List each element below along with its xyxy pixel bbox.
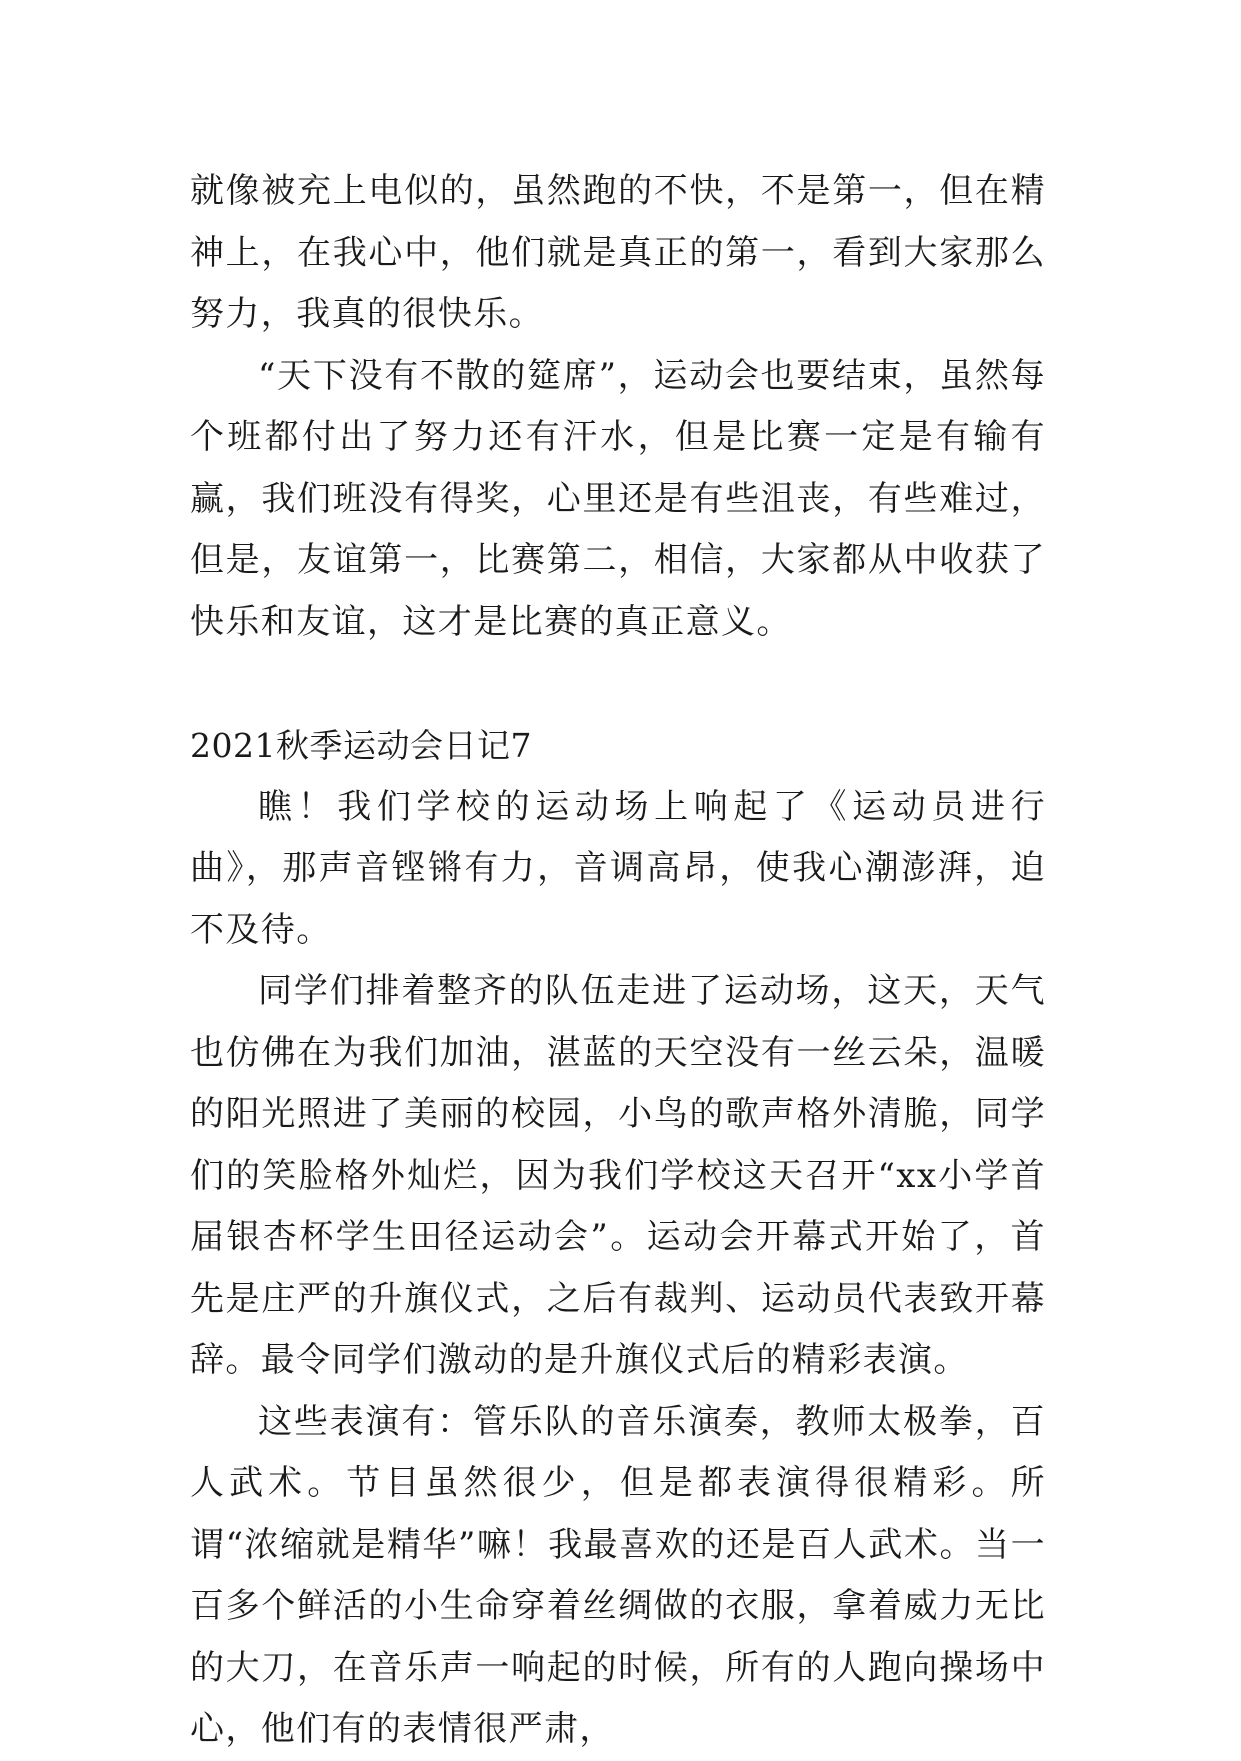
section-title: 2021秋季运动会日记7 [190,726,532,765]
paragraph-2: “天下没有不散的筵席”，运动会也要结束，虽然每个班都付出了努力还有汗水，但是比赛一定是有输有赢，我们班没有得奖，心里还是有些沮丧，有些难过，但是，友谊第一，比赛第二，相信，大家都从中收获了快乐和友谊，这才是比赛的真正意义。 [190,355,1046,642]
paragraph-3: 瞧！我们学校的运动场上响起了《运动员进行曲》，那声音铿锵有力，音调高昂，使我心潮澎湃，迫不及待。 [190,786,1046,950]
paragraph-1: 就像被充上电似的，虽然跑的不快，不是第一，但在精神上，在我心中，他们就是真正的第一，看到大家那么努力，我真的很快乐。 [190,171,1046,334]
document-body [190,161,1046,1761]
paragraph-5: 这些表演有：管乐队的音乐演奏，教师太极拳，百人武术。节目虽然很少，但是都表演得很精彩。所谓“浓缩就是精华”嘛！我最喜欢的还是百人武术。当一百多个鲜活的小生命穿着丝绸做的衣服，拿着威力无比的大刀，在音乐声一响起的时候，所有的人跑向操场中心，他们有的表情很严肃， [190,1401,1046,1749]
paragraph-4: 同学们排着整齐的队伍走进了运动场，这天，天气也仿佛在为我们加油，湛蓝的天空没有一丝云朵，温暖的阳光照进了美丽的校园，小鸟的歌声格外清脆，同学们的笑脸格外灿烂，因为我们学校这天召开“xx小学首届银杏杯学生田径运动会”。运动会开幕式开始了，首先是庄严的升旗仪式，之后有裁判、运动员代表致开幕辞。最令同学们激动的是升旗仪式后的精彩表演。 [190,971,1046,1380]
